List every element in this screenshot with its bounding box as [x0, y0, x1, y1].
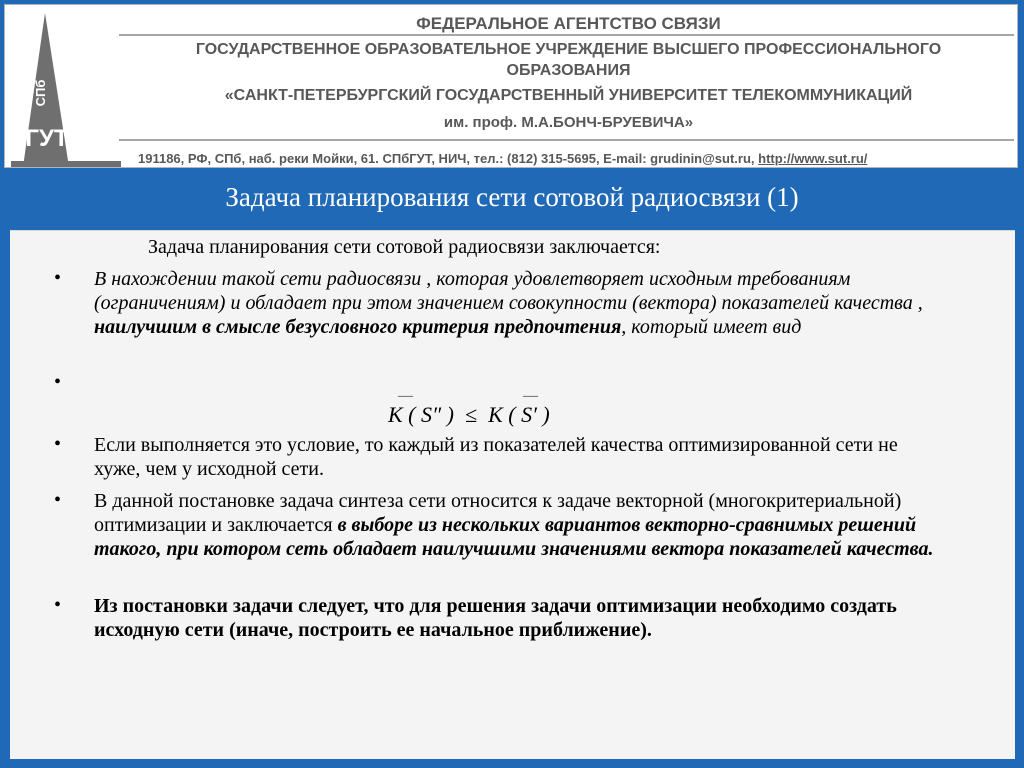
list-item: Если выполняется это условие, то каждый из показателей качества оптимизированной сети не хуже, чем у исходной сети.: [94, 434, 898, 480]
slide-content: [10, 230, 1015, 759]
item-1-tail: , который имеет вид: [621, 316, 802, 338]
bullet: •: [54, 371, 62, 393]
list-item: [94, 267, 944, 339]
formula: [10, 388, 1015, 432]
slide-title: Задача планирования сети сотовой радиосвязи (1): [225, 182, 799, 212]
item-3-text: В данной постановке задача синтеза сети относится к задаче векторной (многокритериальной) оптимизации и заключается: [94, 490, 902, 536]
list-item: Из постановки задачи следует, что для решения задачи оптимизации необходимо создать исходную сети (иначе, построить ее начальное приближение).: [94, 595, 897, 641]
formula-overbar: —: [398, 388, 413, 404]
contact-line: [138, 151, 867, 166]
bullet: •: [54, 433, 62, 455]
bullet: •: [54, 267, 62, 289]
intro-text: Задача планирования сети сотовой радиосвязи заключается:: [148, 236, 661, 258]
org-line-3: ОБРАЗОВАНИЯ: [506, 62, 631, 79]
title-bar: [0, 170, 1024, 230]
org-line-4: «САНКТ-ПЕТЕРБУРГСКИЙ ГОСУДАРСТВЕННЫЙ УНИВЕРСИТЕТ ТЕЛЕКОММУНИКАЦИЙ: [224, 87, 913, 104]
bullet: •: [54, 489, 62, 511]
bullet: •: [54, 594, 62, 616]
org-line-5: им. проф. М.А.БОНЧ-БРУЕВИЧА»: [443, 114, 694, 131]
item-3-emphasis: в выборе из нескольких вариантов векторно-сравнимых решений такого, при котором сеть обладает наилучшими значениями вектора показателей качества.: [94, 514, 934, 560]
logo-text: СПб: [33, 79, 48, 107]
org-line-2: ГОСУДАРСТВЕННОЕ ОБРАЗОВАТЕЛЬНОЕ УЧРЕЖДЕНИЕ ВЫСШЕГО ПРОФЕССИОНАЛЬНОГО: [195, 41, 942, 58]
contact-text: 191186, РФ, СПб, наб. реки Мойки, 61. СПбГУТ, НИЧ, тел.: (812) 315-5695, E-mail: grudinin@sut.ru,: [138, 151, 759, 166]
university-logo: [11, 11, 121, 167]
university-header: [4, 4, 1018, 168]
website-link[interactable]: http://www.sut.ru/: [758, 151, 868, 166]
org-line-1: ФЕДЕРАЛЬНОЕ АГЕНТСТВО СВЯЗИ: [416, 14, 721, 33]
formula-overbar: —: [523, 388, 538, 404]
logo-mark: ГУТ: [25, 125, 69, 152]
item-1-text: В нахождении такой сети радиосвязи , которая удовлетворяет исходным требованиям (ограничениям) и обладает при этом значением совокупности (вектора) показателей качества ,: [94, 268, 923, 314]
item-1-emphasis: наилучшим в смысле безусловного критерия предпочтения: [94, 316, 622, 338]
list-item: [94, 489, 944, 561]
formula-expression: K ( S″ ) ≤ K ( S′ ): [388, 402, 550, 427]
